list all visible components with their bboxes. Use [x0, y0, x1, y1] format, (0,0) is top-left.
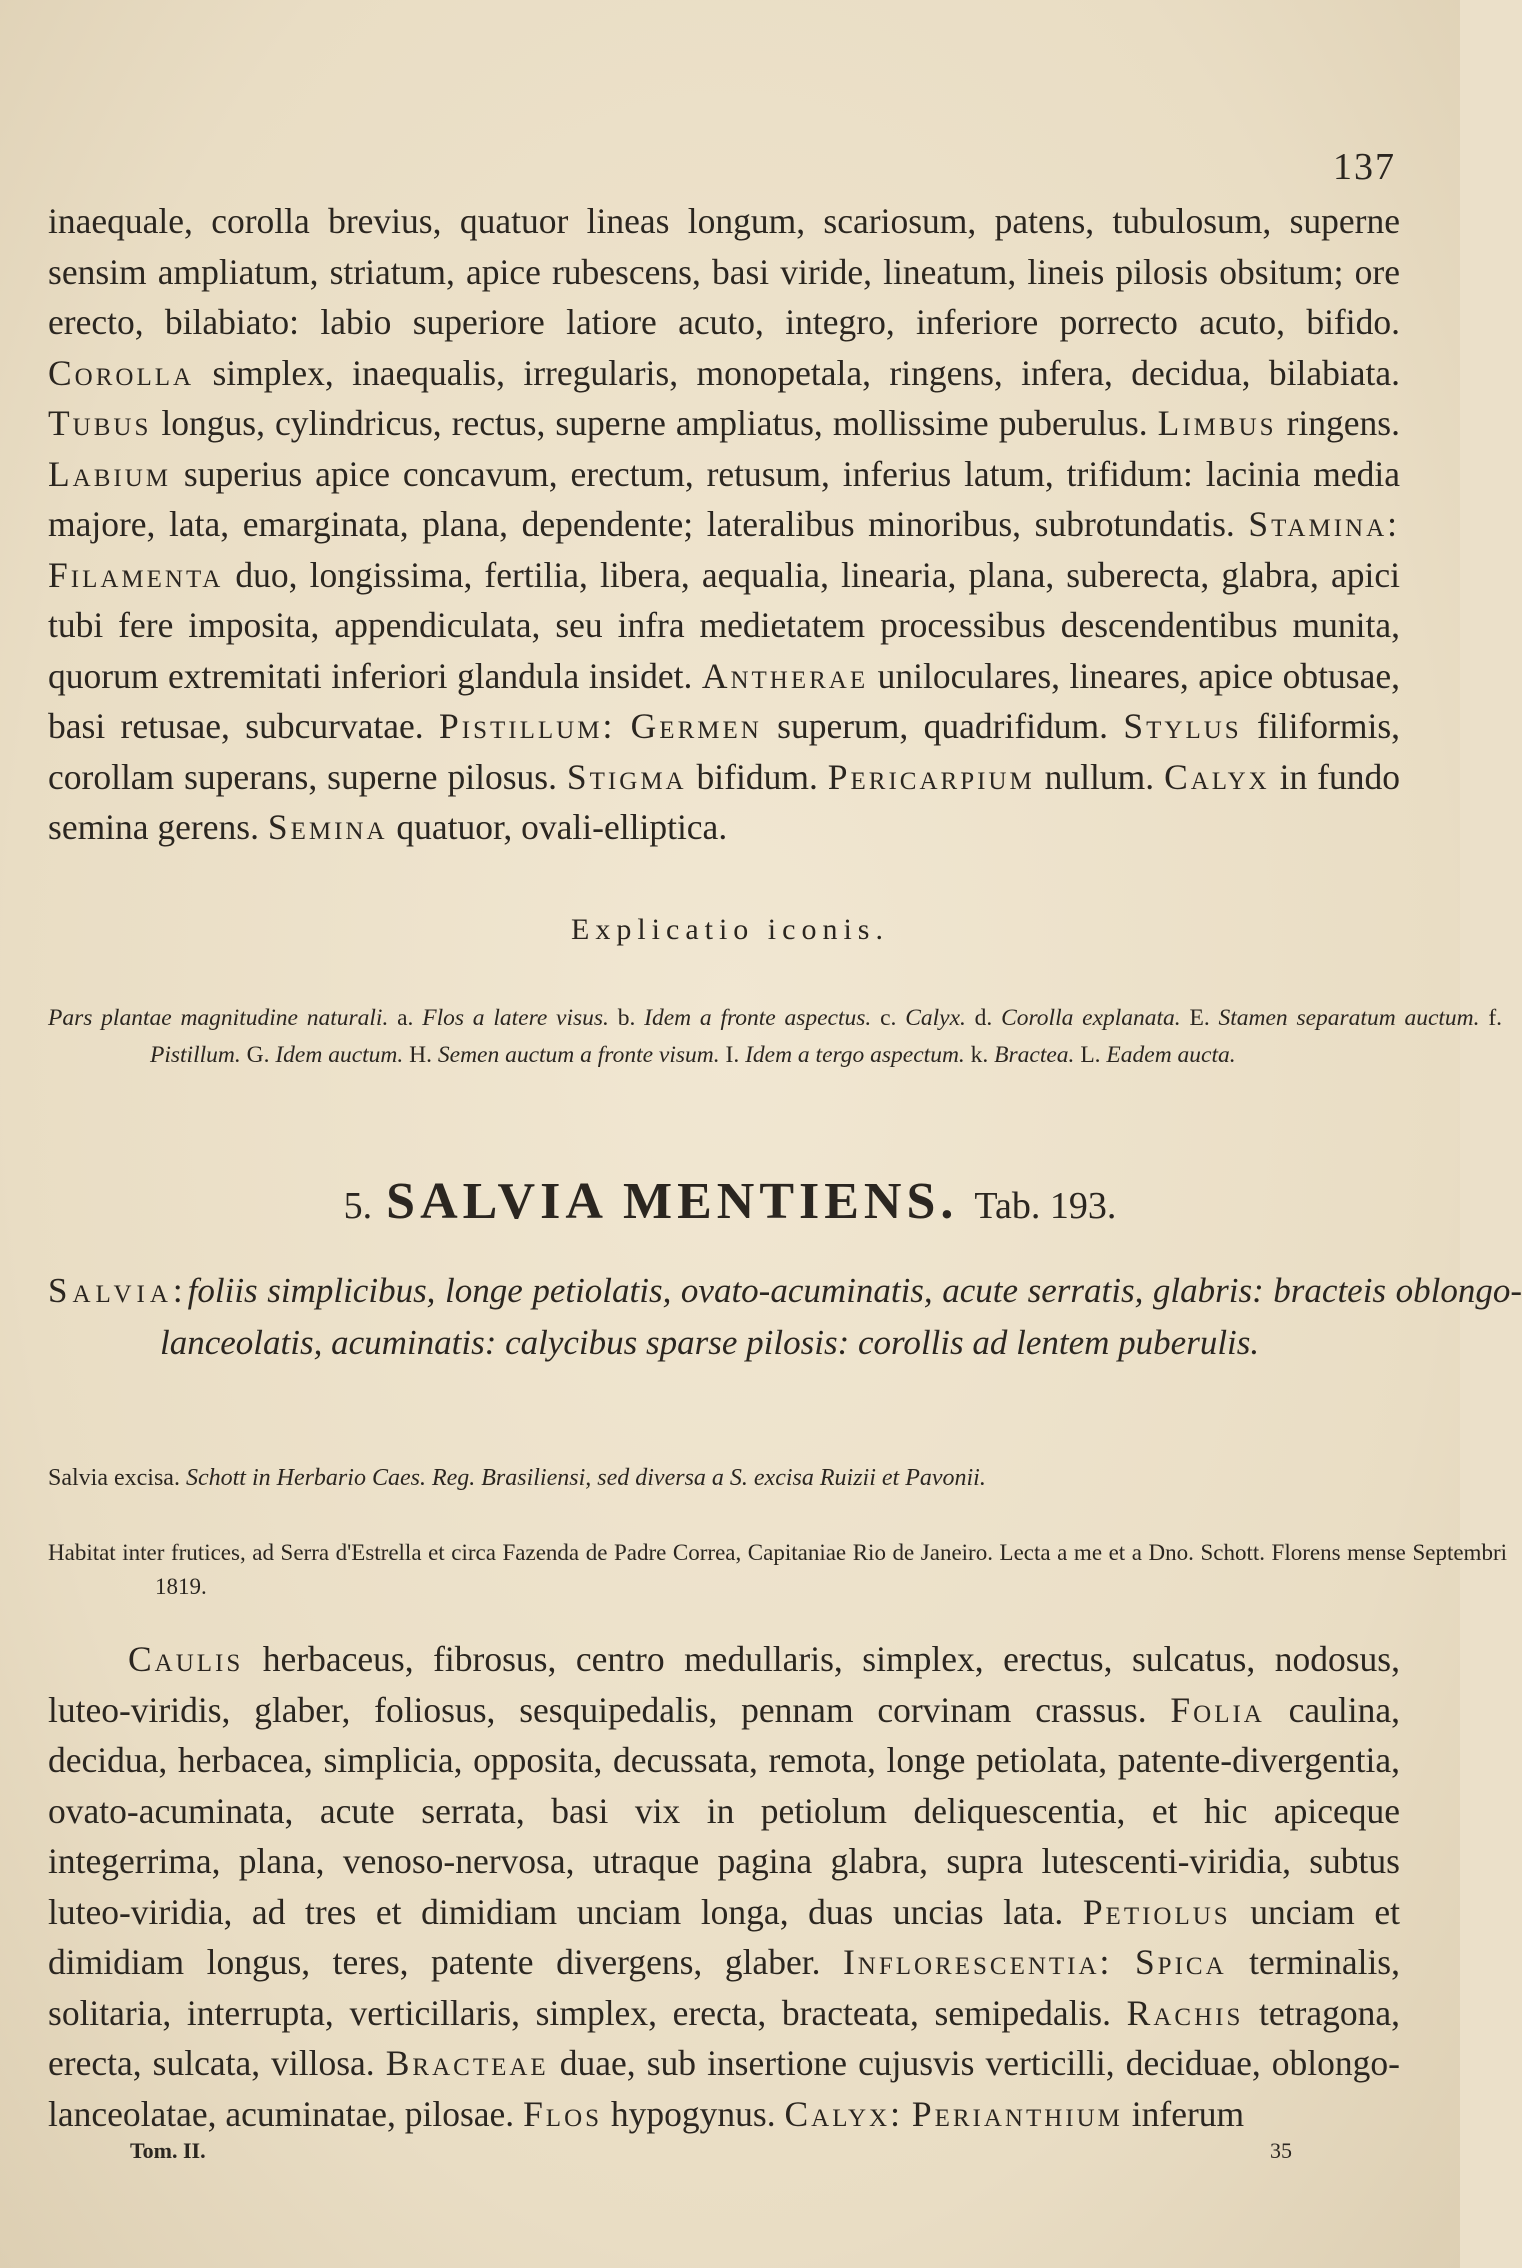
- text-run: [1112, 1942, 1135, 1982]
- small-caps-term: Labium: [48, 453, 172, 494]
- small-caps-term: Calyx: [1164, 756, 1270, 797]
- text-run: [903, 2094, 912, 2134]
- text-run: G.: [240, 1042, 276, 1068]
- italic-run: Flos a latere visus.: [422, 1005, 609, 1031]
- species-name: SALVIA MENTIENS.: [386, 1173, 959, 1230]
- italic-run: Stamen separatum auctum.: [1218, 1005, 1480, 1031]
- italic-run: Bractea.: [994, 1042, 1075, 1068]
- small-caps-term: Perianthium: [911, 2093, 1123, 2134]
- small-caps-term: Pericarpium: [827, 756, 1035, 797]
- text-run: inaequale, corolla brevius, quatuor lineas longum, scariosum, patens, tubulosum, superne sensim ampliatum, striatum, apice rubescens, basi viride, lineatum, lineis pilosis obsitum; ore erecto, bilabiato: labio superiore latiore acuto, integro, inferiore porrecto acuto, bifido.: [48, 201, 1400, 342]
- text-run: caulina, decidua, herbacea, simplicia, opposita, decussata, remota, longe petiolata, patente-divergentia, ovato-acuminata, acute serrata, basi vix in petiolum deliquescentia, et hic apiceque integerrima, plana, venoso-nervosa, utraque pagina glabra, supra lutescenti-viridia, subtus luteo-viridia, ad tres et dimidiam unciam longa, duas uncias lata.: [48, 1689, 1400, 1932]
- small-caps-term: Corolla: [48, 352, 195, 393]
- italic-run: Idem a fronte aspectus.: [644, 1005, 872, 1031]
- small-caps-term: Antherae: [701, 655, 869, 696]
- italic-run: Idem auctum.: [275, 1042, 404, 1068]
- text-run: superum, quadrifidum.: [761, 706, 1124, 746]
- small-caps-term: Calyx:: [784, 2093, 903, 2134]
- small-caps-term: Tubus: [48, 403, 152, 443]
- species-diagnosis: [48, 1265, 1522, 1369]
- small-caps-term: Semina: [267, 807, 388, 847]
- text-run: terminalis, solitaria, interrupta, verticillaris, simplex, erecta, bracteata, semipedalis.: [48, 1942, 1400, 2033]
- text-run: duae, sub insertione cujusvis verticilli, deciduae, oblongo-lanceolatae, acuminatae, pilosae.: [48, 2043, 1400, 2134]
- page-number: 137: [1333, 146, 1396, 188]
- synonym-reference: Schott in Herbario Caes. Reg. Brasiliensi, sed diversa a S. excisa Ruizii et Pavonii.: [185, 1465, 986, 1491]
- small-caps-term: Flos: [523, 2093, 603, 2134]
- text-run: ringens.: [1276, 403, 1400, 443]
- explicatio-figure-legend: [48, 1000, 1502, 1074]
- small-caps-term: Stamina:: [1248, 504, 1400, 544]
- italic-run: Calyx.: [905, 1005, 966, 1031]
- text-run: longus, cylindricus, rectus, superne ampliatus, mollissime puberulus.: [151, 403, 1158, 443]
- small-caps-term: Limbus: [1157, 403, 1277, 443]
- text-run: quatuor, ovali-elliptica.: [387, 807, 728, 847]
- italic-run: Pars plantae magnitudine naturali.: [48, 1005, 389, 1031]
- text-run: H.: [403, 1042, 438, 1068]
- species-number: 5.: [343, 1185, 373, 1227]
- small-caps-term: Spica: [1134, 1942, 1227, 1982]
- habitat-note: Habitat inter frutices, ad Serra d'Estrella et circa Fazenda de Padre Correa, Capitaniae Rio de Janeiro. Lecta a me et a Dno. Schott. Florens mense Septembri 1819.: [48, 1540, 1507, 1599]
- text-run: unciam et dimidiam longus, teres, patente divergens, glaber.: [48, 1891, 1401, 1982]
- italic-run: Idem a tergo aspectum.: [745, 1042, 965, 1068]
- synonym-line: [48, 1460, 1400, 1496]
- text-run: I.: [719, 1042, 746, 1068]
- species-heading: [0, 1172, 1460, 1231]
- text-run: in fundo semina gerens.: [48, 756, 1401, 847]
- italic-run: Pistillum.: [150, 1042, 241, 1068]
- synonym-name: Salvia excisa.: [48, 1465, 180, 1491]
- text-run: simplex, inaequalis, irregularis, monopetala, ringens, infera, decidua, bilabiata.: [194, 352, 1400, 393]
- volume-mark: Tom. II.: [130, 2138, 206, 2163]
- text-run: uniloculares, lineares, apice obtusae, basi retusae, subcurvatae.: [48, 655, 1401, 746]
- text-run: superius apice concavum, erectum, retusum, inferius latum, trifidum: lacinia media majore, lata, emarginata, plana, dependente; lateralibus minoribus, subrotundatis.: [48, 453, 1400, 544]
- text-run: duo, longissima, fertilia, libera, aequalia, linearia, plana, suberecta, glabra, apici tubi fere imposita, appendiculata, seu infra medietatem processibus descendentibus munita, quorum extremitati inferiori glandula insidet.: [48, 554, 1400, 696]
- small-caps-term: Germen: [630, 706, 762, 746]
- signature-mark: 35: [1270, 2138, 1292, 2163]
- text-run: [615, 706, 630, 746]
- italic-run: Eadem aucta.: [1106, 1042, 1236, 1068]
- text-run: c.: [871, 1005, 906, 1031]
- text-run: a.: [388, 1005, 423, 1031]
- diagnosis-text: foliis simplicibus, longe petiolatis, ovato-acuminatis, acute serratis, glabris: bracteis oblongo-lanceolatis, acuminatis: calycibus sparse pilosis: corollis ad lentem puberulis.: [160, 1271, 1522, 1362]
- text-run: b.: [608, 1005, 645, 1031]
- text-run: nullum.: [1034, 756, 1165, 797]
- text-run: k.: [964, 1042, 995, 1068]
- text-run: tetragona, erecta, sulcata, villosa.: [48, 1992, 1400, 2083]
- plate-reference: Tab. 193.: [974, 1185, 1117, 1227]
- small-caps-term: Pistillum:: [439, 706, 616, 746]
- text-run: inferum: [1122, 2093, 1245, 2134]
- text-run: E.: [1180, 1005, 1219, 1031]
- small-caps-term: Rachis: [1126, 1992, 1244, 2033]
- small-caps-term: Filamenta: [48, 554, 224, 595]
- description-paragraph-top: [48, 196, 1400, 853]
- diagnosis-genus: Salvia:: [48, 1271, 188, 1310]
- text-run: filiformis, corollam superans, superne pilosus.: [48, 706, 1401, 797]
- italic-run: Corolla explanata.: [1001, 1005, 1181, 1031]
- text-run: d.: [965, 1005, 1002, 1031]
- italic-run: Semen auctum a fronte visum.: [437, 1042, 720, 1068]
- small-caps-term: Folia: [1170, 1689, 1265, 1730]
- description-paragraph-bottom: [48, 1634, 1400, 2139]
- small-caps-term: Stylus: [1123, 706, 1242, 746]
- small-caps-term: Bracteae: [385, 2043, 549, 2083]
- text-run: bifidum.: [686, 756, 828, 797]
- text-run: f.: [1479, 1005, 1503, 1031]
- small-caps-term: Caulis: [128, 1639, 244, 1679]
- explicatio-heading: Explicatio iconis.: [571, 913, 889, 946]
- small-caps-term: Inflorescentia:: [842, 1942, 1113, 1982]
- small-caps-term: Stigma: [566, 756, 687, 797]
- small-caps-term: Petiolus: [1082, 1891, 1231, 1932]
- text-run: hypogynus.: [602, 2093, 785, 2134]
- text-run: herbaceus, fibrosus, centro medullaris, simplex, erectus, sulcatus, nodosus, luteo-viridis, glaber, foliosus, sesquipedalis, pennam corvinam crassus.: [48, 1639, 1400, 1730]
- text-run: L.: [1074, 1042, 1107, 1068]
